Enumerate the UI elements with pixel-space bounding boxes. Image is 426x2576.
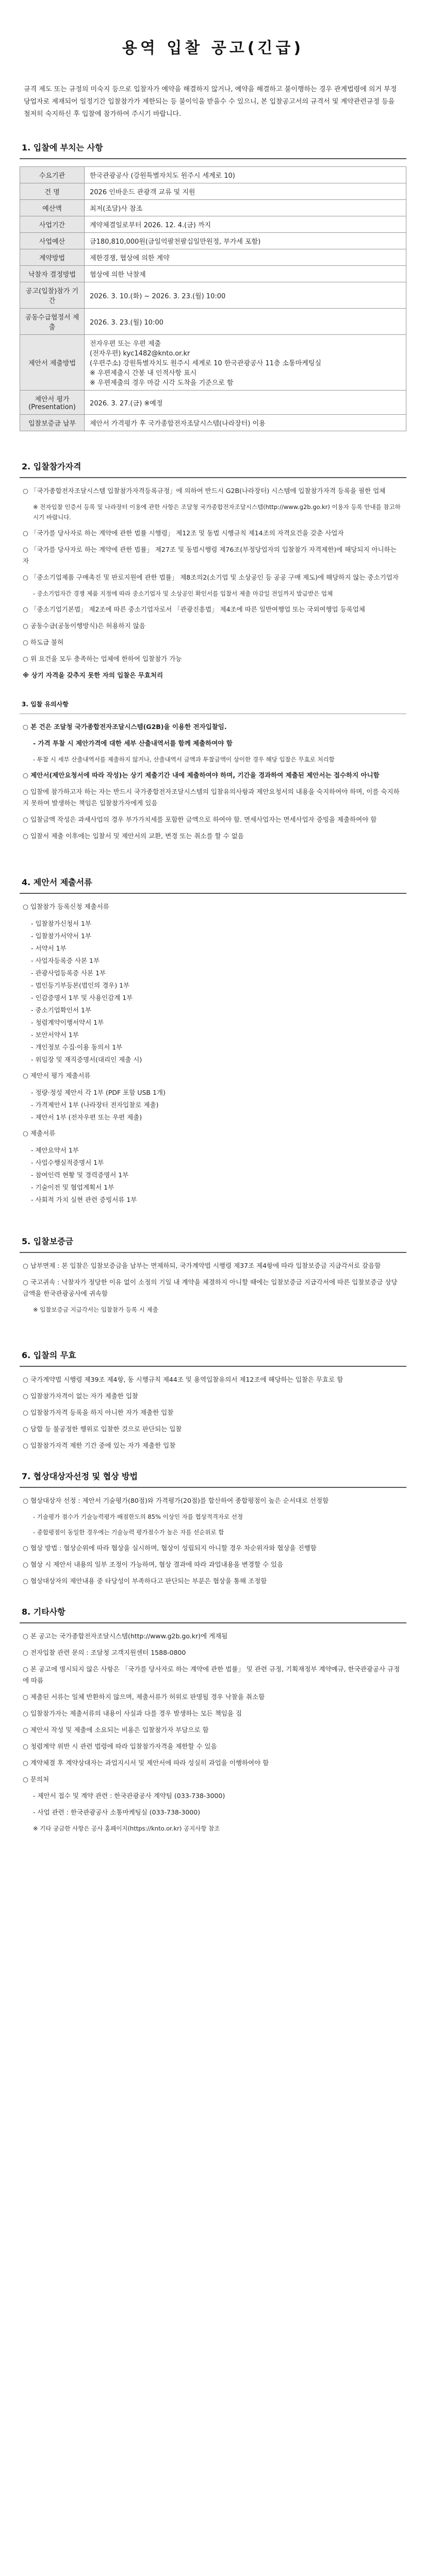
info-row <box>20 200 406 216</box>
paragraph: ○ 본 건은 조달청 국가종합전자조달시스템(G2B)을 이용한 전자입찰임. <box>23 723 227 731</box>
divider <box>20 893 406 894</box>
intro-notice: 규격 제도 또는 규정의 미숙지 등으로 입찰자가 예약을 해결하지 않거나, 예약을 해결하고 불이행하는 경우 관계법령에 의거 부정당업자로 제재되어 일정기간 입찰참가가 제한되는 등 불이익을 받을수 수 있으니, 본 입찰공고서의 규격서 및 계약관련규정 등을 철저히 숙지하신 후 입찰에 참가하여 주시기 바랍니다. <box>24 86 397 118</box>
info-row-label: 공고(입찰)참가 기간 <box>20 282 85 309</box>
list-item: - 법인등기부등본(법인의 경우) 1부 <box>31 981 130 989</box>
info-row-label: 사업예산 <box>20 233 85 249</box>
section-5-title: 5. 입찰보증금 <box>22 1236 74 1246</box>
paragraph: ○ 입찰금액 작성은 과세사업의 경우 부가가치세를 포함한 금액으로 하여야 함. 면세사업자는 면세사업자 증빙을 제출하여야 함 <box>23 816 377 823</box>
document-list <box>31 1144 403 1206</box>
info-row <box>20 183 406 200</box>
paragraph: ○ 입찰서 제출 이후에는 입찰서 및 제안서의 교환, 변경 또는 취소를 할 수 없음 <box>23 832 244 840</box>
paragraph: - 투찰 시 세부 산출내역서를 제출하지 않거나, 산출내역서 금액과 투찰금액이 상이한 경우 해당 입찰은 무효로 처리함 <box>33 756 335 763</box>
paragraph: ○ 협상 방법 : 협상순위에 따라 협상을 실시하며, 협상이 성립되지 아니할 경우 차순위자와 협상을 진행함 <box>23 1544 317 1552</box>
paragraph: ○ 위 요건을 모두 충족하는 업체에 한하여 입찰참가 가능 <box>23 655 182 663</box>
paragraph: ※ 상기 자격을 갖추지 못한 자의 입찰은 무효처리 <box>23 671 163 679</box>
info-row-value: 2026 인바운드 관광객 교류 및 지원 <box>85 183 406 200</box>
paragraph: ※ 입찰보증금 지급각서는 입찰참가 등록 시 제출 <box>33 1306 158 1313</box>
paragraph: ○ 「국가를 당사자로 하는 계약에 관한 법률」 제27조 및 동법시행령 제76조(부정당업자의 입찰참가 자격제한)에 해당되지 아니하는 자 <box>23 546 397 565</box>
paragraph: ○ 협상대상자 선정 : 제안서 기술평가(80점)와 가격평가(20점)를 합산하여 종합평점이 높은 순서대로 선정함 <box>23 1497 329 1504</box>
paragraph: ○ 전자입찰 관련 문의 : 조달청 고객지원센터 1588-0800 <box>23 1649 186 1656</box>
section-1 <box>20 141 406 431</box>
paragraph: ○ 「중소기업기본법」 제2조에 따른 중소기업자로서 「관광진흥법」 제4조에 따른 일반여행업 또는 국외여행업 등록업체 <box>23 605 365 613</box>
section-8 <box>20 1605 406 1834</box>
paragraph: ※ 기타 궁금한 사항은 공사 홈페이지(https://knto.or.kr) 공지사항 참조 <box>33 1825 220 1832</box>
subsection-title: ○ 제안서 평가 제출서류 <box>23 1072 91 1079</box>
paragraph: ○ 입찰참가자격 제한 기간 중에 있는 자가 제출한 입찰 <box>23 1442 176 1449</box>
divider <box>20 477 406 478</box>
paragraph: ○ 담합 등 불공정한 행위로 입찰한 것으로 판단되는 입찰 <box>23 1425 182 1433</box>
section-3-title: 3. 입찰 유의사항 <box>22 701 69 708</box>
list-item: - 인감증명서 1부 및 사용인감계 1부 <box>31 994 133 1002</box>
divider <box>20 1252 406 1253</box>
list-item: - 사회적 가치 실현 관련 증빙서류 1부 <box>31 1196 137 1204</box>
section-7-title: 7. 협상대상자선정 및 협상 방법 <box>22 1471 138 1481</box>
info-row <box>20 249 406 266</box>
info-row <box>20 282 406 309</box>
info-row <box>20 335 406 391</box>
info-row-label: 낙찰자 결정방법 <box>20 266 85 282</box>
paragraph: ○ 제안서(제안요청서에 따라 작성)는 상기 제출기간 내에 제출하여야 하며, 기간을 경과하여 제출된 제안서는 접수하지 아니함 <box>23 771 380 779</box>
list-item: - 관광사업등록증 사본 1부 <box>31 969 106 977</box>
info-row-label: 사업기간 <box>20 216 85 233</box>
list-item: - 사업수행실적증명서 1부 <box>31 1159 104 1166</box>
info-row-value: 한국관광공사 (강원특별자치도 원주시 세계로 10) <box>85 167 406 183</box>
divider <box>20 1622 406 1623</box>
paragraph: ○ 계약체결 후 계약상대자는 과업지시서 및 제안서에 따라 성실히 과업을 이행하여야 함 <box>23 1759 269 1767</box>
list-item: - 사업자등록증 사본 1부 <box>31 957 100 964</box>
paragraph: ○ 입찰참가자격이 없는 자가 제출한 입찰 <box>23 1392 138 1400</box>
info-row-label: 수요기관 <box>20 167 85 183</box>
info-row-label: 제안서 평가(Presentation) <box>20 391 85 415</box>
paragraph: ○ 제출된 서류는 일체 반환하지 않으며, 제출서류가 허위로 판명될 경우 낙찰을 취소함 <box>23 1693 265 1701</box>
list-item: - 정량·정성 제안서 각 1부 (PDF 포함 USB 1개) <box>31 1089 166 1096</box>
info-row-value: 전자우편 또는 우편 제출 (전자우편) kyc1482@knto.or.kr (우편주소) 강원특별자치도 원주시 세계로 10 한국관광공사 11층 소통마케팅실 ※ 우편제출시 간봉 내 인적사항 표시 ※ 우편제출의 경우 마감 시각 도착을 기준으로 함 <box>85 335 406 391</box>
info-row-value: 협상에 의한 낙찰제 <box>85 266 406 282</box>
info-row-value: 2026. 3. 23.(월) 10:00 <box>85 309 406 335</box>
document-list <box>31 1087 403 1124</box>
info-row-value: 2026. 3. 27.(금) ※예정 <box>85 391 406 415</box>
section-6 <box>20 1349 406 1451</box>
info-row <box>20 233 406 249</box>
divider <box>20 1366 406 1367</box>
paragraph: ○ 「국가종합전자조달시스템 입찰참가자격등록규정」에 의하여 반드시 G2B(나라장터) 시스템에 입찰참가자격 등록을 필한 업체 <box>23 487 386 495</box>
section-5 <box>20 1235 406 1315</box>
paragraph: ○ 하도급 불허 <box>23 638 64 646</box>
info-row-label: 제안서 제출방법 <box>20 335 85 391</box>
list-item: - 입찰참가신청서 1부 <box>31 920 92 927</box>
divider <box>20 1487 406 1488</box>
section-7 <box>20 1470 406 1587</box>
paragraph: ○ 입찰참가자격 등록을 하지 아니한 자가 제출한 입찰 <box>23 1409 174 1416</box>
divider <box>20 158 406 159</box>
paragraph: ○ 입찰참가자는 제출서류의 내용이 사실과 다를 경우 발생하는 모든 책임을 짐 <box>23 1709 242 1717</box>
paragraph: ○ 국고귀속 : 낙찰자가 정당한 이유 없이 소정의 기일 내 계약을 체결하지 아니할 때에는 입찰보증금 지급각서에 따른 입찰보증금 상당 금액을 한국관광공사에 귀속함 <box>23 1278 398 1297</box>
contact-line: - 제안서 접수 및 계약 관련 : 한국관광공사 계약팀 (033-738-3000) <box>33 1792 225 1800</box>
list-item: - 제안서 1부 (전자우편 또는 우편 제출) <box>31 1113 142 1121</box>
info-row-label: 예산액 <box>20 200 85 216</box>
info-row-value: 계약체결일로부터 2026. 12. 4.(금) 까지 <box>85 216 406 233</box>
info-row-value: 제안서 가격평가 후 국가종합전자조달시스템(나라장터) 이용 <box>85 415 406 431</box>
paragraph: ○ 협상대상자의 제안내용 중 타당성이 부족하다고 판단되는 부분은 협상을 통해 조정함 <box>23 1577 267 1585</box>
section-2 <box>20 460 406 681</box>
section-3 <box>20 700 406 842</box>
info-row <box>20 391 406 415</box>
paragraph: - 가격 투찰 시 제안가격에 대한 세부 산출내역서를 함께 제출하여야 함 <box>33 739 233 747</box>
paragraph: ○ 협상 시 제안서 내용의 일부 조정이 가능하며, 협상 결과에 따라 과업내용을 변경할 수 있음 <box>23 1561 284 1568</box>
info-row <box>20 216 406 233</box>
info-row <box>20 309 406 335</box>
paragraph: - 기술평가 점수가 기술능력평가 배점한도의 85% 이상인 자를 협상적격자로 선정 <box>33 1513 243 1520</box>
list-item: - 제안요약서 1부 <box>31 1146 79 1154</box>
paragraph: ○ 입찰에 참가하고자 하는 자는 반드시 국가종합전자조달시스템의 입찰유의사항과 제안요청서의 내용을 숙지하여야 하며, 이를 숙지하지 못하여 발생하는 책임은 입찰참가자에게 있음 <box>23 788 400 807</box>
paragraph: ○ 문의처 <box>23 1775 50 1783</box>
paragraph: ○ 국가계약법 시행령 제39조 제4항, 동 시행규칙 제44조 및 용역입찰유의서 제12조에 해당하는 입찰은 무효로 함 <box>23 1376 343 1383</box>
subsection-title: ○ 입찰참가 등록신청 제출서류 <box>23 903 109 910</box>
paragraph: ○ 제안서 작성 및 제출에 소요되는 비용은 입찰참가자 부담으로 함 <box>23 1726 209 1734</box>
section-2-title: 2. 입찰참가자격 <box>22 462 81 471</box>
info-row-value: 최저(조달)사 참조 <box>85 200 406 216</box>
section-6-title: 6. 입찰의 무효 <box>22 1350 76 1360</box>
list-item: - 서약서 1부 <box>31 944 67 952</box>
list-item: - 참여인력 현황 및 경력증명서 1부 <box>31 1171 129 1179</box>
info-row-value: 제한경쟁, 협상에 의한 계약 <box>85 249 406 266</box>
paragraph: ○ 납부면제 : 본 입찰은 입찰보증금을 납부는 면제하되, 국가계약법 시행령 제37조 제4항에 따라 입찰보증금 지급각서로 갈음함 <box>23 1262 381 1269</box>
info-row <box>20 167 406 183</box>
info-row-label: 공동수급협정서 제출 <box>20 309 85 335</box>
list-item: - 위임장 및 재직증명서(대리인 제출 시) <box>31 1056 142 1063</box>
list-item: - 청렴계약이행서약서 1부 <box>31 1019 104 1026</box>
paragraph: ○ 본 공고는 국가종합전자조달시스템(http://www.g2b.go.kr)에 게재됨 <box>23 1632 228 1640</box>
document-list <box>31 918 403 1066</box>
list-item: - 보안서약서 1부 <box>31 1031 79 1039</box>
info-row-label: 건 명 <box>20 183 85 200</box>
section-4 <box>20 876 406 1206</box>
list-item: - 입찰참가서약서 1부 <box>31 932 92 940</box>
paragraph: ○ 「중소기업제품 구매촉진 및 판로지원에 관한 법률」 제8조의2(소기업 및 소상공인 등 공공 구매 제도)에 해당하지 않는 중소기업자 <box>23 573 399 581</box>
info-row <box>20 415 406 431</box>
page-title: 용역 입찰 공고(긴급) <box>122 39 304 57</box>
paragraph: ※ 전자입찰 인증서 등록 및 나라장터 이용에 관한 사항은 조달청 국가종합전자조달시스템(http://www.g2b.go.kr) 이용자 등록 안내를 참고하시기 바랍니다. <box>33 503 401 521</box>
paragraph: ○ 청렴계약 위반 시 관련 법령에 따라 입찰참가자격을 제한할 수 있음 <box>23 1742 217 1750</box>
paragraph: ○ 「국가를 당사자로 하는 계약에 관한 법률 시행령」 제12조 및 동법 시행규칙 제14조의 자격요건을 갖춘 사업자 <box>23 529 344 537</box>
paragraph: - 중소기업자간 경쟁 제품 지정에 따라 중소기업자 및 소상공인 확인서를 입찰서 제출 마감일 전일까지 발급받은 업체 <box>33 590 333 597</box>
info-table <box>20 166 406 431</box>
contact-line: - 사업 관련 : 한국관광공사 소통마케팅실 (033-738-3000) <box>33 1808 201 1816</box>
paragraph: ○ 공동수급(공동이행방식)은 허용하지 않음 <box>23 622 145 630</box>
section-8-title: 8. 기타사항 <box>22 1607 65 1617</box>
info-row-value: 금180,810,000원(금일억팔천팔십일만원정, 부가세 포함) <box>85 233 406 249</box>
info-row <box>20 266 406 282</box>
info-row-label: 계약방법 <box>20 249 85 266</box>
info-row-label: 입찰보증금 납부 <box>20 415 85 431</box>
list-item: - 기술이전 및 협업계획서 1부 <box>31 1183 114 1191</box>
section-4-title: 4. 제안서 제출서류 <box>22 877 92 887</box>
info-row-value: 2026. 3. 10.(화) ~ 2026. 3. 23.(월) 10:00 <box>85 282 406 309</box>
list-item: - 개인정보 수집·이용 동의서 1부 <box>31 1043 123 1051</box>
subsection-title: ○ 제출서류 <box>23 1129 56 1137</box>
paragraph: ○ 본 공고에 명시되지 않은 사항은 「국가를 당사자로 하는 계약에 관한 법률」 및 관련 규정, 기획재정부 계약예규, 한국관광공사 규정에 따름 <box>23 1665 400 1684</box>
list-item: - 중소기업확인서 1부 <box>31 1006 92 1014</box>
list-item: - 가격제안서 1부 (나라장터 전자입찰로 제출) <box>31 1101 159 1109</box>
paragraph: - 종합평점이 동일한 경우에는 기술능력 평가점수가 높은 자를 선순위로 함 <box>33 1529 224 1536</box>
section-1-title: 1. 입찰에 부치는 사항 <box>22 143 103 152</box>
